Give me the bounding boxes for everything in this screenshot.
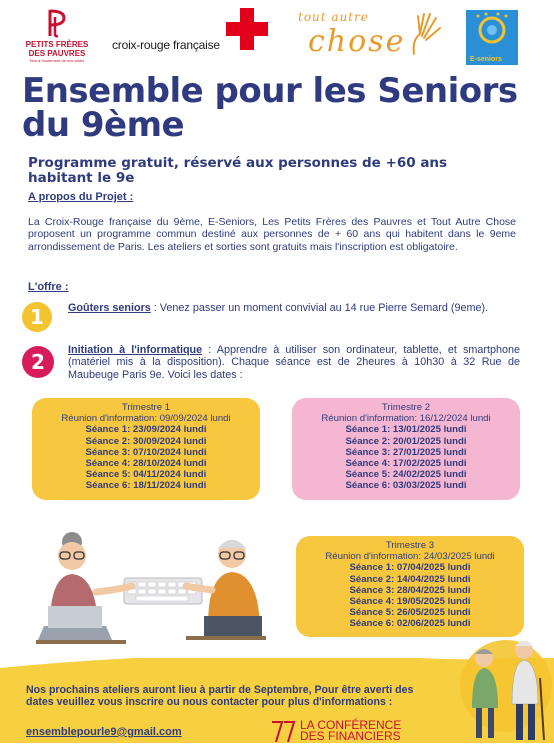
trimester-3-box bbox=[296, 536, 524, 637]
eseniors-logo bbox=[466, 10, 518, 65]
hand-icon bbox=[410, 10, 444, 56]
session-line: Séance 1: 13/01/2025 lundi bbox=[345, 424, 467, 436]
trimester-1-box bbox=[32, 398, 260, 500]
offer-item-2 bbox=[68, 344, 520, 381]
page-subtitle: Programme gratuit, réservé aux personnes de +60 ans habitant le 9e bbox=[28, 155, 448, 186]
trimester-2-box bbox=[292, 398, 520, 500]
offer-text-1: : Venez passer un moment convivial au 14 rue Pierre Semard (9eme). bbox=[150, 302, 489, 314]
session-line: Séance 3: 28/04/2025 lundi bbox=[349, 584, 471, 596]
croix-rouge-name: croix-rouge française bbox=[112, 38, 220, 52]
chose-text: chose bbox=[308, 24, 406, 59]
red-cross-icon bbox=[226, 8, 268, 50]
about-heading: A propos du Projet : bbox=[28, 191, 134, 203]
tout-autre-text: tout autre bbox=[298, 10, 369, 24]
eseniors-label: E-seniors bbox=[470, 56, 502, 63]
offer-number-2: 2 bbox=[22, 346, 54, 378]
session-line: Séance 2: 30/09/2024 lundi bbox=[85, 435, 207, 447]
session-line: Séance 1: 07/04/2025 lundi bbox=[349, 562, 471, 574]
session-line: Séance 4: 28/10/2024 lundi bbox=[85, 458, 207, 470]
offer-title-2: Initiation à l'informatique bbox=[68, 344, 203, 356]
session-line: Séance 6: 02/06/2025 lundi bbox=[349, 618, 471, 630]
conference-name: LA CONFÉRENCE DES FINANCIERS bbox=[300, 718, 402, 743]
petits-freres-emblem-icon bbox=[44, 8, 70, 38]
conference-financiers-logo bbox=[270, 720, 420, 743]
seniors-walking-illustration bbox=[444, 628, 554, 743]
trimester-title: Trimestre 3 bbox=[385, 540, 435, 551]
session-line: Séance 2: 14/04/2025 lundi bbox=[349, 573, 471, 585]
footer-message: Nos prochains ateliers auront lieu à partir de Septembre, Pour être averti des dates veuillez vous inscrire ou nous contacter pour plus d'informations : bbox=[26, 684, 414, 709]
trimester-title: Trimestre 2 bbox=[381, 402, 431, 413]
trimester-info-meeting: Réunion d'information: 24/03/2025 lundi bbox=[325, 551, 495, 563]
session-line: Séance 6: 03/03/2025 lundi bbox=[345, 480, 467, 492]
session-line: Séance 1: 23/09/2024 lundi bbox=[85, 424, 207, 436]
offer-text-2: : Apprendre à utiliser son ordinateur, tablette, et smartphone (matériel mis à la disposition). Chaque séance est de 2heures à 10h30 à 32 Rue de Maubeuge Paris 9e. Voici les dates : bbox=[68, 344, 520, 381]
session-line: Séance 6: 18/11/2024 lundi bbox=[85, 480, 207, 492]
tout-autre-chose-logo bbox=[292, 10, 442, 58]
page-title: Ensemble pour les Seniors du 9ème bbox=[22, 71, 518, 145]
trimester-info-meeting: Réunion d'information: 16/12/2024 lundi bbox=[321, 413, 491, 425]
petits-freres-tagline: Non à l'isolement de nos aînés bbox=[29, 58, 85, 63]
session-line: Séance 5: 04/11/2024 lundi bbox=[85, 469, 207, 481]
eseniors-emblem-icon bbox=[466, 10, 518, 54]
offer-item-1 bbox=[68, 302, 516, 314]
offer-heading: L'offre : bbox=[28, 281, 69, 293]
petits-freres-name: PETITS FRÈRES DES PAUVRES bbox=[25, 40, 89, 58]
session-line: Séance 2: 20/01/2025 lundi bbox=[345, 435, 467, 447]
trimester-info-meeting: Réunion d'information: 09/09/2024 lundi bbox=[61, 413, 231, 425]
session-line: Séance 4: 17/02/2025 lundi bbox=[345, 458, 467, 470]
session-line: Séance 3: 27/01/2025 lundi bbox=[345, 446, 467, 458]
session-line: Séance 4: 19/05/2025 lundi bbox=[349, 596, 471, 608]
petits-freres-logo bbox=[22, 8, 92, 63]
seniors-computer-illustration bbox=[36, 530, 266, 648]
intro-paragraph: La Croix-Rouge française du 9ème, E-Seniors, Les Petits Frères des Pauvres et Tout Autre Chose proposent un programme commun destiné aux personnes de + 60 ans qui habitent dans le 9eme arrondissement de Paris. Les ateliers et sorties sont gratuits mais l'inscription est obligatoire. bbox=[28, 216, 516, 253]
session-line: Séance 5: 26/05/2025 lundi bbox=[349, 607, 471, 619]
contact-email-link[interactable]: ensemblepourle9@gmail.com bbox=[26, 726, 182, 738]
session-line: Séance 5: 24/02/2025 lundi bbox=[345, 469, 467, 481]
trimester-title: Trimestre 1 bbox=[121, 402, 171, 413]
offer-title-1: Goûters seniors bbox=[68, 302, 151, 314]
session-line: Séance 3: 07/10/2024 lundi bbox=[85, 446, 207, 458]
offer-number-1: 1 bbox=[22, 302, 52, 332]
conference-emblem-icon bbox=[270, 720, 298, 743]
